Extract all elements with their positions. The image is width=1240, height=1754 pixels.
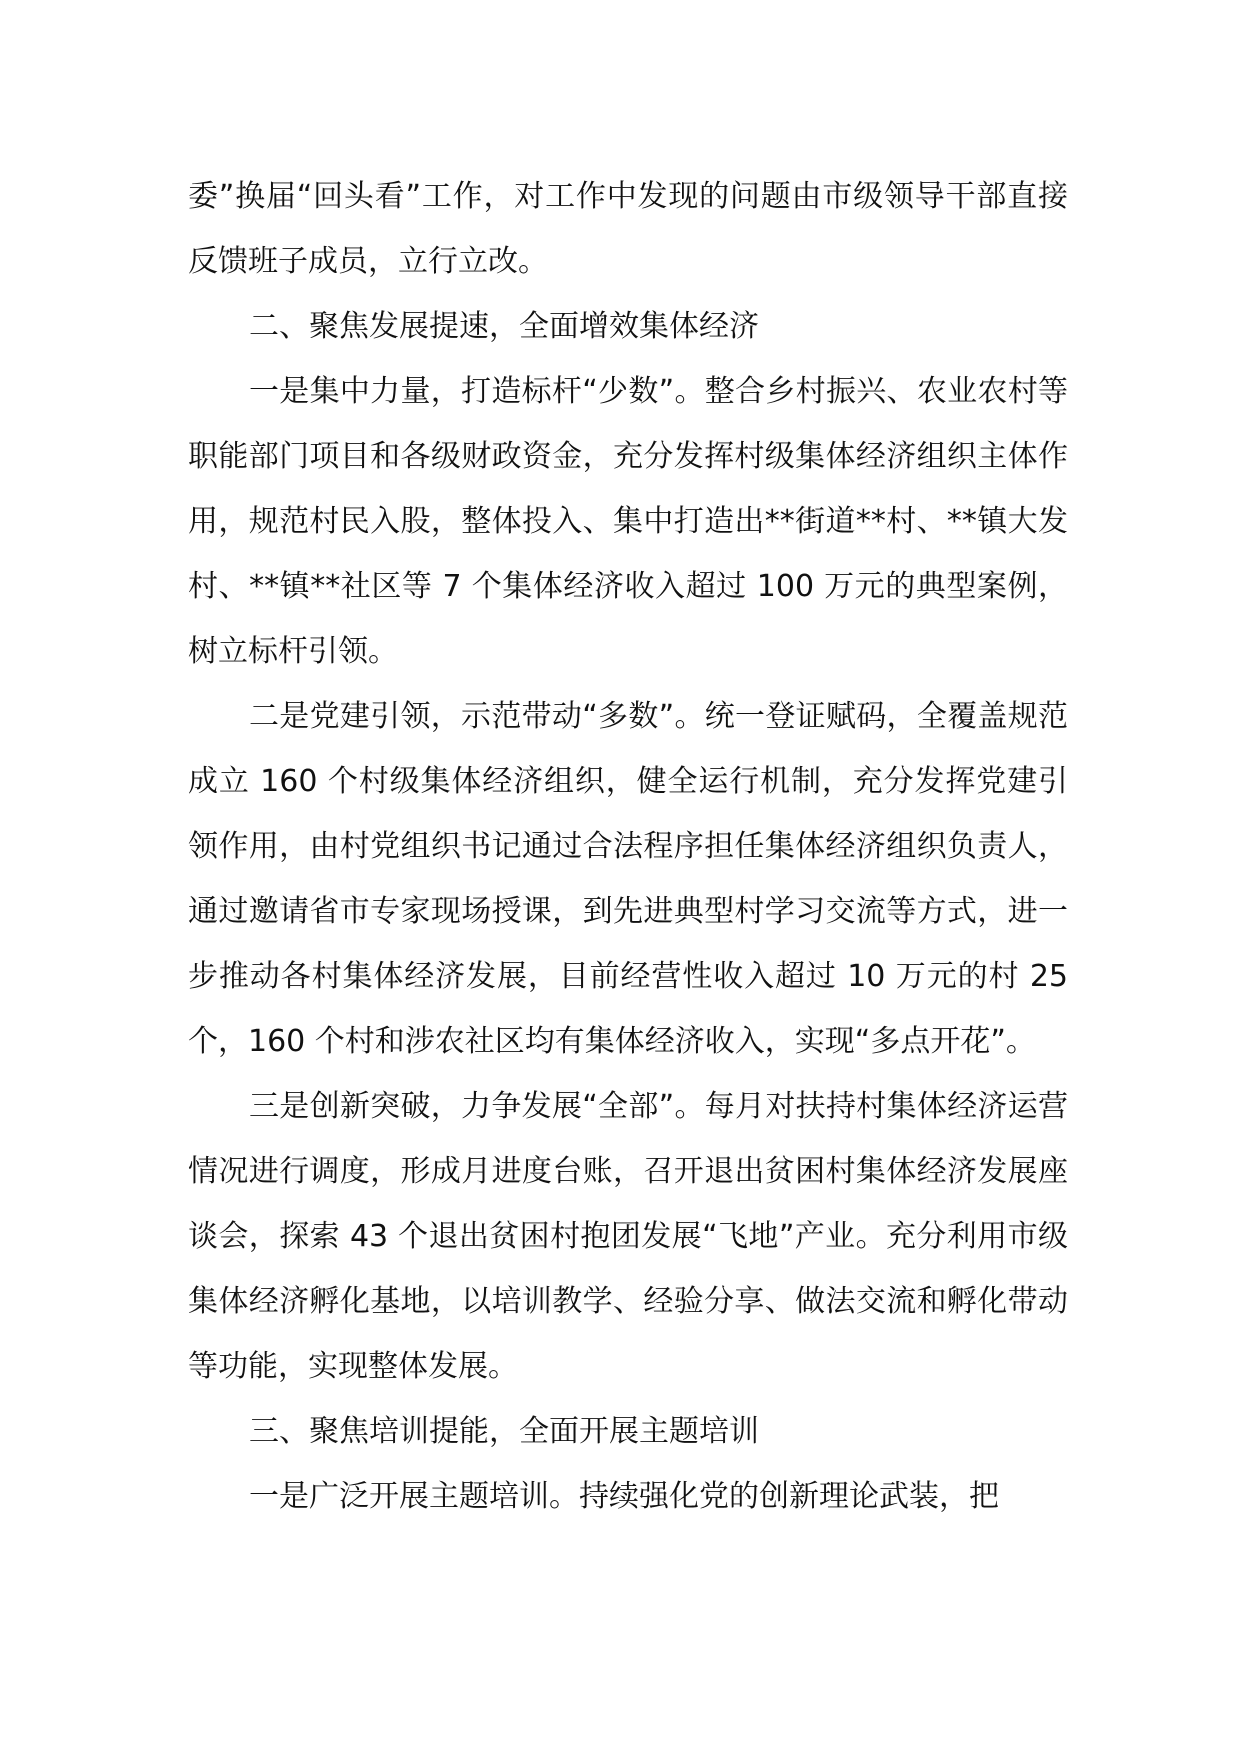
paragraph-item-three: 三是创新突破，力争发展“全部”。每月对扶持村集体经济运营情况进行调度，形成月进度台账，召开退出贫困村集体经济发展座谈会，探索 43 个退出贫困村抱团发展“飞地”产业。充分利用市级集体经济孵化基地，以培训教学、经验分享、做法交流和孵化带动等功能，实现整体发展。 xyxy=(188,1089,1068,1384)
paragraph-training-one: 一是广泛开展主题培训。持续强化党的创新理论武装，把 xyxy=(249,1479,999,1514)
section-heading-two: 二、聚焦发展提速，全面增效集体经济 xyxy=(249,309,759,344)
paragraph-item-one: 一是集中力量，打造标杆“少数”。整合乡村振兴、农业农村等职能部门项目和各级财政资金，充分发挥村级集体经济组织主体作用，规范村民入股，整体投入、集中打造出**街道**村、**镇大发村、**镇**社区等 7 个集体经济收入超过 100 万元的典型案例，树立标杆引领。 xyxy=(188,374,1068,669)
document-page xyxy=(188,164,1068,1529)
paragraph-item-two: 二是党建引领，示范带动“多数”。统一登证赋码，全覆盖规范成立 160 个村级集体经济组织，健全运行机制，充分发挥党建引领作用，由村党组织书记通过合法程序担任集体经济组织负责人，通过邀请省市专家现场授课，到先进典型村学习交流等方式，进一步推动各村集体经济发展，目前经营性收入超过 10 万元的村 25 个，160 个村和涉农社区均有集体经济收入，实现“多点开花”。 xyxy=(188,699,1068,1059)
section-heading-three: 三、聚焦培训提能，全面开展主题培训 xyxy=(249,1414,759,1449)
paragraph-continuation: 委”换届“回头看”工作，对工作中发现的问题由市级领导干部直接反馈班子成员，立行立改。 xyxy=(188,179,1068,279)
